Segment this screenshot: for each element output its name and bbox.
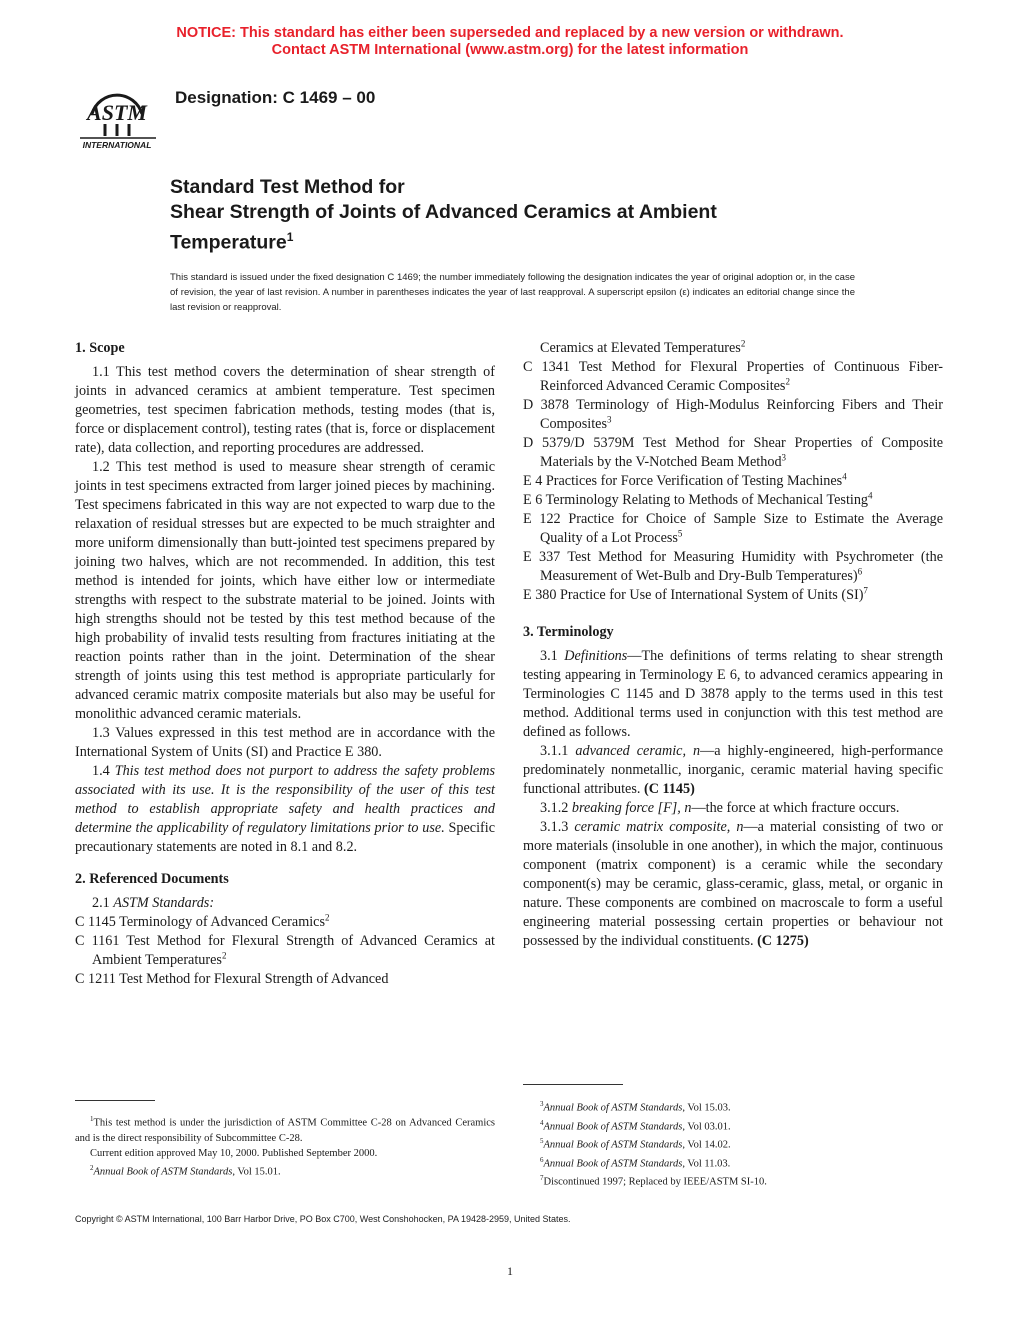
designation: Designation: C 1469 – 00 xyxy=(175,88,376,107)
reference-item: E 4 Practices for Force Verification of Testing Machines$^4$ xyxy=(523,471,847,489)
reference-item: C 1341 Test Method for Flexural Properties of Continuous Fiber-Reinforced Advanced Ceramic Composites$^2$ xyxy=(523,359,943,394)
footnote-7: $^7$Discontinued 1997; Replaced by IEEE/ASTM SI-10. xyxy=(540,1174,767,1188)
section-terminology-heading: 3. Terminology xyxy=(523,624,614,640)
footnote-divider-left xyxy=(75,1100,155,1101)
title-footnote-mark: 1 xyxy=(286,230,294,244)
reference-item: E 6 Terminology Relating to Methods of Mechanical Testing$^4$ xyxy=(523,490,873,508)
reference-item: Ceramics at Elevated Temperatures$^2$ xyxy=(540,338,746,356)
footnote-1-edition: Current edition approved May 10, 2000. Published September 2000. xyxy=(90,1147,378,1159)
reference-item: C 1145 Terminology of Advanced Ceramics$^2$ xyxy=(75,912,330,930)
document-title xyxy=(170,175,870,256)
page-number: 1 xyxy=(507,1264,513,1278)
footnote-1: $^1$This test method is under the jurisdiction of ASTM Committee C-28 on Advanced Ceramics and is the direct responsibility of Subcommittee C-28. xyxy=(75,1115,495,1144)
section-refs-heading: 2. Referenced Documents xyxy=(75,871,229,887)
logo-subtext: INTERNATIONAL xyxy=(82,140,152,150)
footnote-divider-right xyxy=(523,1084,623,1085)
paragraph-1-4: 1.4 This test method does not purport to address the safety problems associated with its use. It is the responsibility of the user of this test method to establish appropriate safety and health practices and determine the applicability of regulatory limitations prior to use. Specific precautionary statements are noted in 8.1 and 8.2. xyxy=(75,763,496,855)
definition-breaking-force: 3.1.2 breaking force [F], n—the force at which fracture occurs. xyxy=(540,800,900,816)
copyright-notice: Copyright © ASTM International, 100 Barr Harbor Drive, PO Box C700, West Conshohocken, PA 19428-2959, United States. xyxy=(75,1214,571,1224)
reference-item: C 1161 Test Method for Flexural Strength of Advanced Ceramics at Ambient Temperatures$^2$ xyxy=(75,933,495,968)
footnotes-right xyxy=(540,1097,940,1190)
definition-advanced-ceramic: 3.1.1 advanced ceramic, n—a highly-engineered, high-performance predominately nonmetallic, inorganic, ceramic material having specific functional attributes. (C 1145) xyxy=(523,743,943,797)
reference-item: E 380 Practice for Use of International System of Units (SI)$^7$ xyxy=(523,585,868,603)
right-reference-list xyxy=(523,339,943,605)
title-line-1: Standard Test Method for xyxy=(170,176,405,198)
definition-ceramic-matrix-composite: 3.1.3 ceramic matrix composite, n—a material consisting of two or more materials (insoluble in one another), in which the major, continuous component (matrix component) is a ceramic while the secondary component(s) may be ceramic, glass-ceramic, glass, metal, or organic in nature. These components are combined on macroscale to form a useful engineering material possessing certain properties or behaviour not possessed by the individual constituents. (C 1275) xyxy=(523,819,944,949)
superseded-notice xyxy=(0,25,1020,59)
astm-logo xyxy=(72,74,162,154)
paragraph-1-3: 1.3 Values expressed in this test method are in accordance with the International System of Units (SI) and Practice E 380. xyxy=(75,725,495,760)
paragraph-3-1: 3.1 Definitions—The definitions of terms relating to shear strength testing appearing in Terminology E 6, to advanced ceramics appearing in Terminologies C 1145 and D 3878 apply to the terms used in this test method. Additional terms used in conjunction with this test method are defined as follows. xyxy=(523,648,944,740)
reference-item: C 1211 Test Method for Flexural Strength of Advanced xyxy=(75,971,389,987)
right-column xyxy=(523,339,943,951)
logo-text: ASTM xyxy=(87,100,147,125)
reference-item: E 122 Practice for Choice of Sample Size to Estimate the Average Quality of a Lot Process$^5$ xyxy=(523,511,943,546)
paragraph-1-1: 1.1 This test method covers the determination of shear strength of joints in advanced ceramics at ambient temperature. Test specimen geometries, test specimen fabrication methods, testing modes (that is, force or displacement control), testing rates (that is, force or displacement rate), data collection, and reporting procedures are addressed. xyxy=(75,364,495,456)
paragraph-1-2: 1.2 This test method is used to measure shear strength of ceramic joints in test specimens extracted from larger joined pieces by machining. Test specimens fabricated in this way are not expected to warp due to the relaxation of residual stresses but are expected to be much straighter and more uniform dimensionally than butt-jointed test specimens prepared by joining two halves, which are not recommended. In addition, this test method is intended for joints, which have either low or intermediate strengths with respect to the substrate material to be joined. Joints with high strengths should not be tested by this test method because of the high probability of invalid tests resulting from fractures initiating at the reaction points rather than in the joint. Determination of the shear strength of joints using this test method is appropriate particularly for advanced ceramic matrix composite materials but also may be useful for monolithic advanced ceramic materials. xyxy=(75,459,495,722)
reference-item: E 337 Test Method for Measuring Humidity with Psychrometer (the Measurement of Wet-Bulb and Dry-Bulb Temperatures)$^6$ xyxy=(523,549,943,584)
notice-line-1: NOTICE: This standard has either been superseded and replaced by a new version or withdrawn. xyxy=(176,25,844,41)
footnotes-left xyxy=(75,1112,495,1179)
footnote-4: $^4$Annual Book of ASTM Standards, Vol 03.01. xyxy=(540,1118,731,1132)
reference-item: D 3878 Terminology of High-Modulus Reinforcing Fibers and Their Composites$^3$ xyxy=(523,397,943,432)
title-line-2: Shear Strength of Joints of Advanced Ceramics at Ambient xyxy=(170,201,717,223)
left-column xyxy=(75,339,495,989)
footnote-2: $^2$Annual Book of ASTM Standards, Vol 15.01. xyxy=(90,1163,281,1177)
left-reference-list xyxy=(75,913,495,989)
section-scope-heading: 1. Scope xyxy=(75,340,125,356)
notice-line-2: Contact ASTM International (www.astm.org) for the latest information xyxy=(271,42,749,58)
footnote-5: $^5$Annual Book of ASTM Standards, Vol 14.02. xyxy=(540,1137,731,1151)
issuance-statement: This standard is issued under the fixed designation C 1469; the number immediately following the designation indicates the year of original adoption or, in the case of revision, the year of last revision. A number in parentheses indicates the year of last reapproval. A superscript epsilon (ε) indicates an editorial change since the last revision or reapproval. xyxy=(170,272,855,313)
paragraph-2-1: 2.1 ASTM Standards: xyxy=(92,895,215,911)
title-line-3: Temperature$^1$ xyxy=(170,230,294,254)
footnote-3: $^3$Annual Book of ASTM Standards, Vol 15.03. xyxy=(540,1100,731,1114)
footnote-6: $^6$Annual Book of ASTM Standards, Vol 11.03. xyxy=(540,1155,731,1169)
reference-item: D 5379/D 5379M Test Method for Shear Properties of Composite Materials by the V-Notched Beam Method$^3$ xyxy=(523,435,943,470)
